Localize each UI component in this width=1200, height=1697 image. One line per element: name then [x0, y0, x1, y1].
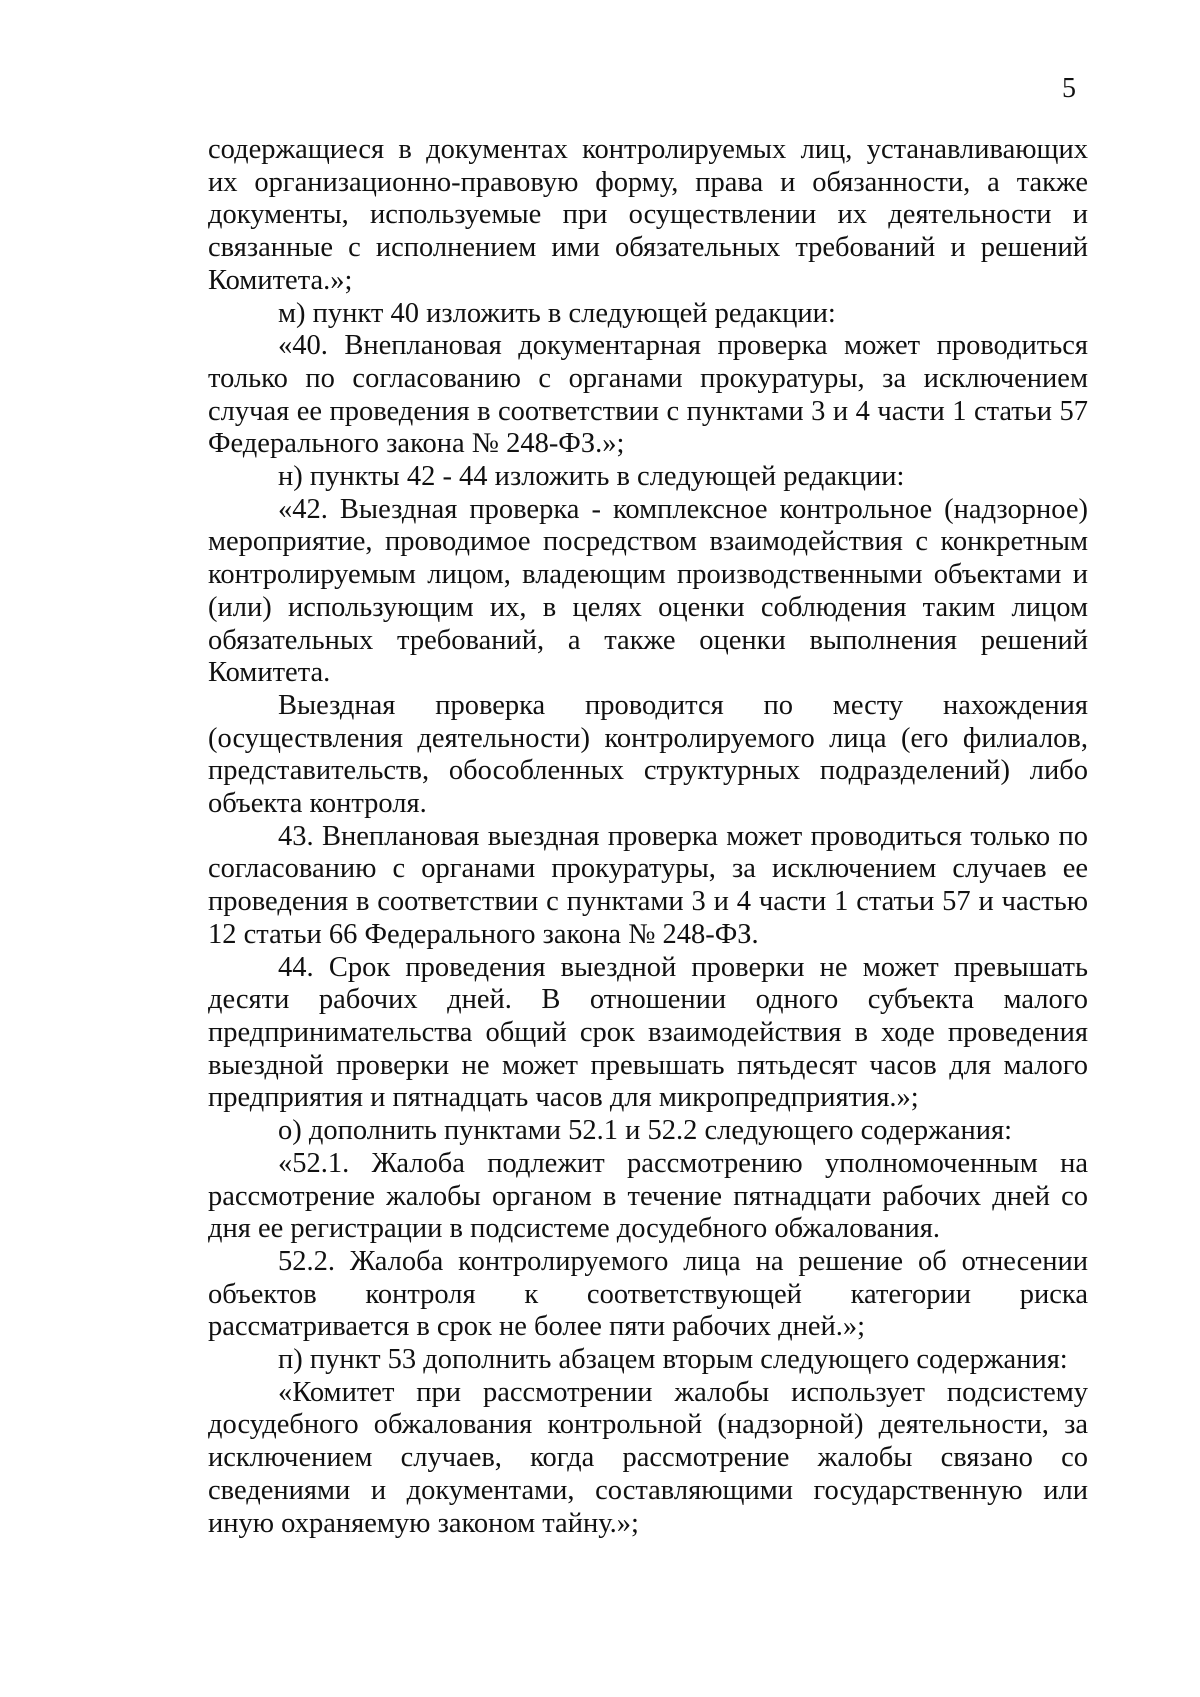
paragraph: н) пункты 42 - 44 изложить в следующей редакции: [278, 461, 905, 493]
paragraph: «Комитет при рассмотрении жалобы использует подсистему досудебного обжалования контрольной (надзорной) деятельности, за исключением случаев, когда рассмотрение жалобы связано со сведениями и документами, составляющими государственную или иную охраняемую законом тайну.»; [208, 1376, 1088, 1539]
paragraph: Выездная проверка проводится по месту нахождения (осуществления деятельности) контролируемого лица (его филиалов, представительств, обособленных структурных подразделений) либо объекта контроля. [208, 689, 1088, 820]
document-body [208, 134, 1088, 1540]
paragraph: м) пункт 40 изложить в следующей редакции: [278, 297, 836, 329]
paragraph: п) пункт 53 дополнить абзацем вторым следующего содержания: [278, 1344, 1068, 1376]
paragraph: 44. Срок проведения выездной проверки не может превышать десяти рабочих дней. В отношении одного субъекта малого предпринимательства общий срок взаимодействия в ходе проведения выездной проверки не может превышать пятьдесят часов для малого предприятия и пятнадцать часов для микропредприятия.»; [208, 951, 1088, 1114]
paragraph: «52.1. Жалоба подлежит рассмотрению уполномоченным на рассмотрение жалобы органом в течение пятнадцати рабочих дней со дня ее регистрации в подсистеме досудебного обжалования. [208, 1147, 1088, 1245]
paragraph: 43. Внеплановая выездная проверка может проводиться только по согласованию с органами прокуратуры, за исключением случаев ее проведения в соответствии с пунктами 3 и 4 части 1 статьи 57 и частью 12 статьи 66 Федерального закона № 248-ФЗ. [208, 820, 1088, 950]
paragraph: «42. Выездная проверка - комплексное контрольное (надзорное) мероприятие, проводимое посредством взаимодействия с конкретным контролируемым лицом, владеющим производственными объектами и (или) использующим их, в целях оценки соблюдения таким лицом обязательных требований, а также оценки выполнения решений Комитета. [208, 493, 1088, 689]
paragraph: 52.2. Жалоба контролируемого лица на решение об отнесении объектов контроля к соответствующей категории риска рассматривается в срок не более пяти рабочих дней.»; [208, 1245, 1088, 1343]
paragraph: содержащиеся в документах контролируемых лиц, устанавливающих их организационно-правовую форму, права и обязанности, а также документы, используемые при осуществлении их деятельности и связанные с исполнением ими обязательных требований и решений Комитета.»; [208, 134, 1088, 296]
paragraph: «40. Внеплановая документарная проверка может проводиться только по согласованию с органами прокуратуры, за исключением случая ее проведения в соответствии с пунктами 3 и 4 части 1 статьи 57 Федерального закона № 248-ФЗ.»; [208, 330, 1088, 460]
paragraph: о) дополнить пунктами 52.1 и 52.2 следующего содержания: [278, 1115, 1013, 1147]
page-number: 5 [1062, 73, 1076, 104]
